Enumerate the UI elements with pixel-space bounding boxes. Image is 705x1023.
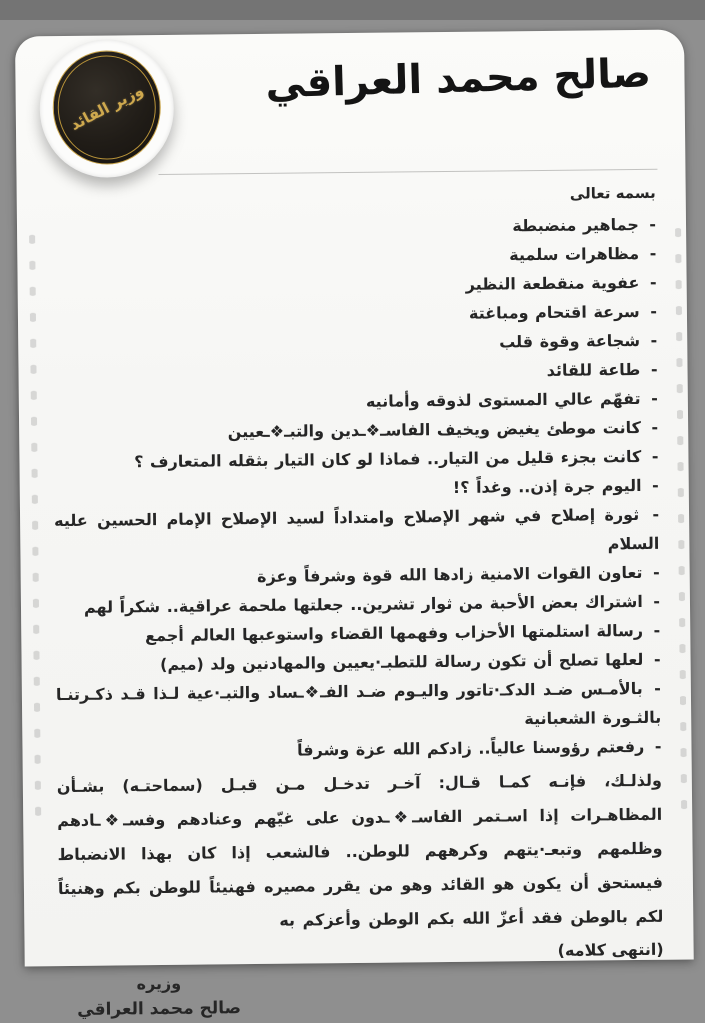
list-item-text: ثورة إصلاح في شهر الإصلاح وامتداداً لسيد الإصلاح الإمام الحسين عليه السلام [53,504,660,554]
list-item-text: اشتراك بعض الأحبة من ثوار تشرين.. جعلتها ملحمة عراقية.. شكراً لهم [83,591,643,617]
dash-marker: - [643,272,657,292]
dash-marker: - [644,359,658,379]
list-item-text: سرعة اقتحام ومباغتة [468,301,640,323]
seal-calligraphy-text: وزير القائد [67,81,147,134]
list-item-text: جماهير منضبطة [512,214,639,236]
dash-marker: - [643,301,658,321]
seal-inner-disc [52,50,161,165]
list-item-text: تعاون القوات الامنية زادها الله قوة وشرفاً وعزة [256,562,643,586]
closing-paragraph: ولذلـك، فإنـه كمـا قـال: آخـر تدخـل مـن قبـل (سماحتـه) بشـأن المظاهـرات إذا اسـتمر الفاسـ❖ـدون على غيّهم وعنادهم وفسـ❖ـادهم وظلمهم وتبعـ·يتهم وكرههم للوطن.. فالشعب إذا كان بهذا الانضباط فيستحق أن يكون هو القائد وهو من يقرر مصيره فهنيئاً للوطن بكم وهنيئاً لكم بالوطن فقد أعزّ الله بكم الوطن وأعزكم به [56,770,664,930]
list-item-text: رسالة استلمتها الأحزاب وفهمها القضاء واستوعبها العالم أجمع [145,620,644,646]
dash-marker: - [644,388,658,408]
seal [39,39,174,178]
list-item [56,732,661,767]
statement-body [16,169,694,1023]
dash-marker: - [646,562,660,582]
list-item-text: عفوية منقطعة النظير [465,272,640,294]
dash-marker: - [644,417,659,437]
dash-marker: - [642,214,657,234]
closing-note: (انتهى كلامه) [557,939,664,960]
list-item-text: اليوم جرة إذن.. وغداً ؟! [452,475,642,497]
document-card [15,29,694,1020]
signoff-block [77,970,241,1023]
dash-marker: - [645,446,659,466]
document-header [15,29,685,176]
dash-marker: - [648,736,662,756]
statement-list [51,210,662,767]
list-item [56,674,662,738]
list-item-text: كانت موطئ يغيض ويخيف الفاسـ❖ـدين والتبـ❖ـعيين [227,417,642,442]
list-item-text: شجاعة وقوة قلب [499,330,641,352]
dash-marker: - [646,678,661,698]
list-item-text: لعلها تصلح أن تكون رسالة للتطبـ·يعيين والمهادنين ولد (ميم) [160,649,644,675]
dash-marker: - [646,591,661,611]
dash-marker: - [643,243,657,263]
dash-marker: - [643,330,658,350]
list-item-text: طاعة للقائد [546,359,641,380]
list-item-text: تفهّم عالي المستوى لذوقه وأمانيه [365,388,641,411]
list-item-text: بالأمـس ضـد الدكـ·تاتور واليـوم ضـد الفـ❖ـساد والتبـ·عية لـذا قـد ذكـرتنـا بالثـورة الشعبانية [55,678,662,729]
dash-marker: - [647,649,661,669]
photo-top-band [0,0,705,20]
dash-marker: - [643,504,660,524]
list-item-text: مظاهرات سلمية [509,243,640,265]
dash-marker: - [646,620,661,640]
signoff-title: وزيره [136,973,182,994]
signoff-name: صالح محمد العراقي [77,998,242,1020]
list-item-text: رفعتم رؤوسنا عالياً.. زادكم الله عزة وشرفاً [297,736,645,760]
list-item-text: كانت بجزء قليل من التيار.. فماذا لو كان التيار بثقله المتعارف ؟ [134,446,642,472]
list-item [54,500,660,564]
dash-marker: - [645,475,659,495]
header-calligraphy-name: صالح محمد العراقي [264,50,652,108]
basmala: بسمه تعالى [569,183,656,203]
